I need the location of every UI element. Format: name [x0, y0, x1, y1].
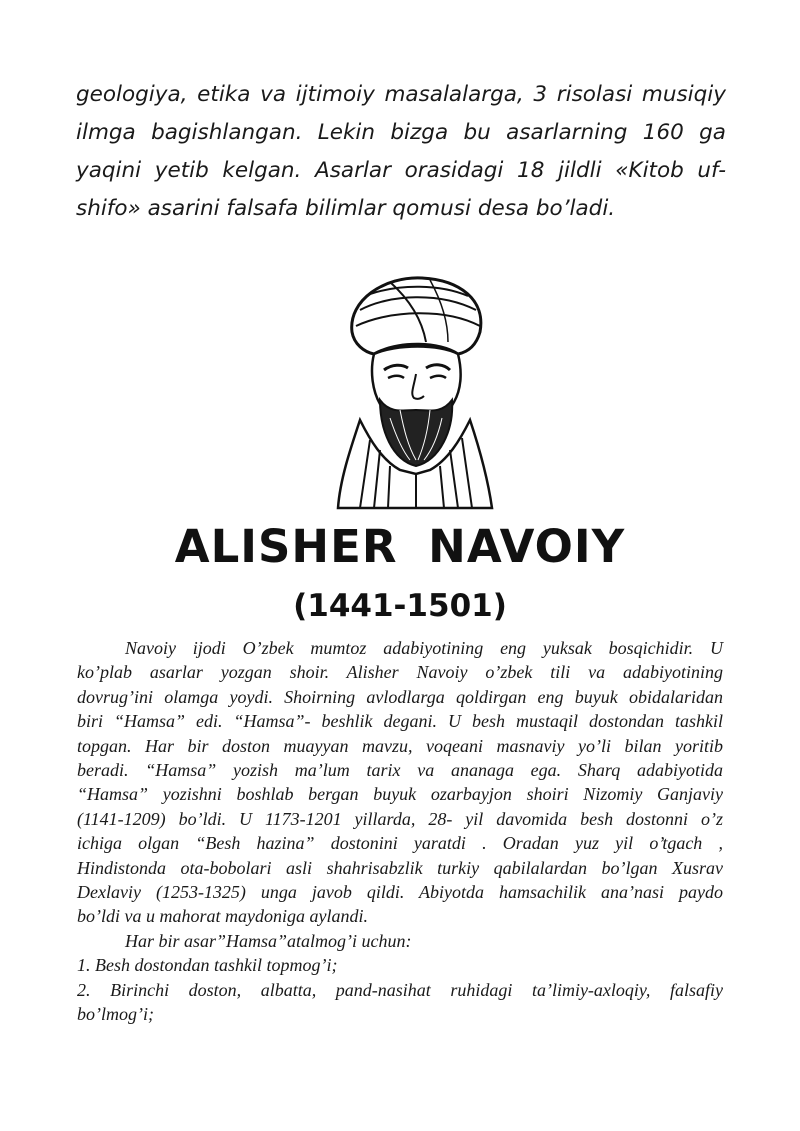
intro-paragraph — [76, 76, 726, 228]
intro-line: geologiya, etika va ijtimoiy masalalarga, 3 risolasi musiqiy — [76, 82, 726, 107]
body-line: (1141-1209) bo’ldi. U 1173-1201 yillarda, 28- yil davomida besh dostonni o’z — [77, 808, 723, 829]
body-line: beradi. “Hamsa” yozish ma’lum tarix va ananaga ega. Sharq adabiyotida — [77, 760, 723, 781]
intro-line: ilmga bagishlangan. Lekin bizga bu asarlarning 160 ga — [76, 120, 726, 145]
page-title: ALISHER NAVOIY — [174, 520, 626, 573]
body-line: Navoiy ijodi O’zbek mumtoz adabiyotining eng yuksak bosqichidir. U — [125, 638, 723, 658]
body-line: Dexlaviy (1253-1325) unga javob qildi. Abiyotda hamsachilik ana’nasi paydo — [77, 882, 723, 903]
body-line: ichiga olgan “Besh hazina” dostonini yaratdi . Oradan yuz yil o’tgach , — [77, 833, 723, 854]
body-line: “Hamsa” yozishni boshlab bergan buyuk ozarbayjon shoiri Nizomiy Ganjaviy — [77, 784, 723, 805]
list-item-continuation: bo’lmog’i; — [77, 1004, 154, 1025]
body-line: Hindistonda ota-bobolari asli shahrisabzlik turkiy qabilalardan bo’lgan Xusrav — [77, 857, 723, 878]
body-line: Har bir asar”Hamsa”atalmog’i uchun: — [125, 930, 412, 951]
portrait-illustration-icon — [330, 270, 500, 510]
body-line: bo’ldi va u mahorat maydoniga aylandi. — [77, 906, 368, 927]
body-paragraph — [77, 636, 723, 1027]
intro-line: shifo» asarini falsafa bilimlar qomusi desa bo’ladi. — [76, 196, 616, 221]
body-line: biri “Hamsa” edi. “Hamsa”- beshlik degani. U besh mustaqil dostondan tashkil — [77, 711, 723, 732]
body-line: ko’plab asarlar yozgan shoir. Alisher Navoiy o’zbek tili va adabiyotining — [77, 662, 723, 683]
body-line: topgan. Har bir doston muayyan mavzu, voqeani masnaviy yo’li bilan yoritib — [77, 735, 723, 756]
list-item: 2. Birinchi doston, albatta, pand-nasihat ruhidagi ta’limiy-axloqiy, falsafiy — [77, 979, 723, 1000]
life-years: (1441-1501) — [293, 588, 507, 624]
list-item: 1. Besh dostondan tashkil topmog’i; — [77, 955, 338, 976]
body-line: dovrug’ini olamga yoydi. Shoirning avlodlarga qoldirgan eng buyuk obidalaridan — [77, 686, 723, 707]
intro-line: yaqini yetib kelgan. Asarlar orasidagi 18 jildli «Kitob uf- — [76, 158, 726, 183]
